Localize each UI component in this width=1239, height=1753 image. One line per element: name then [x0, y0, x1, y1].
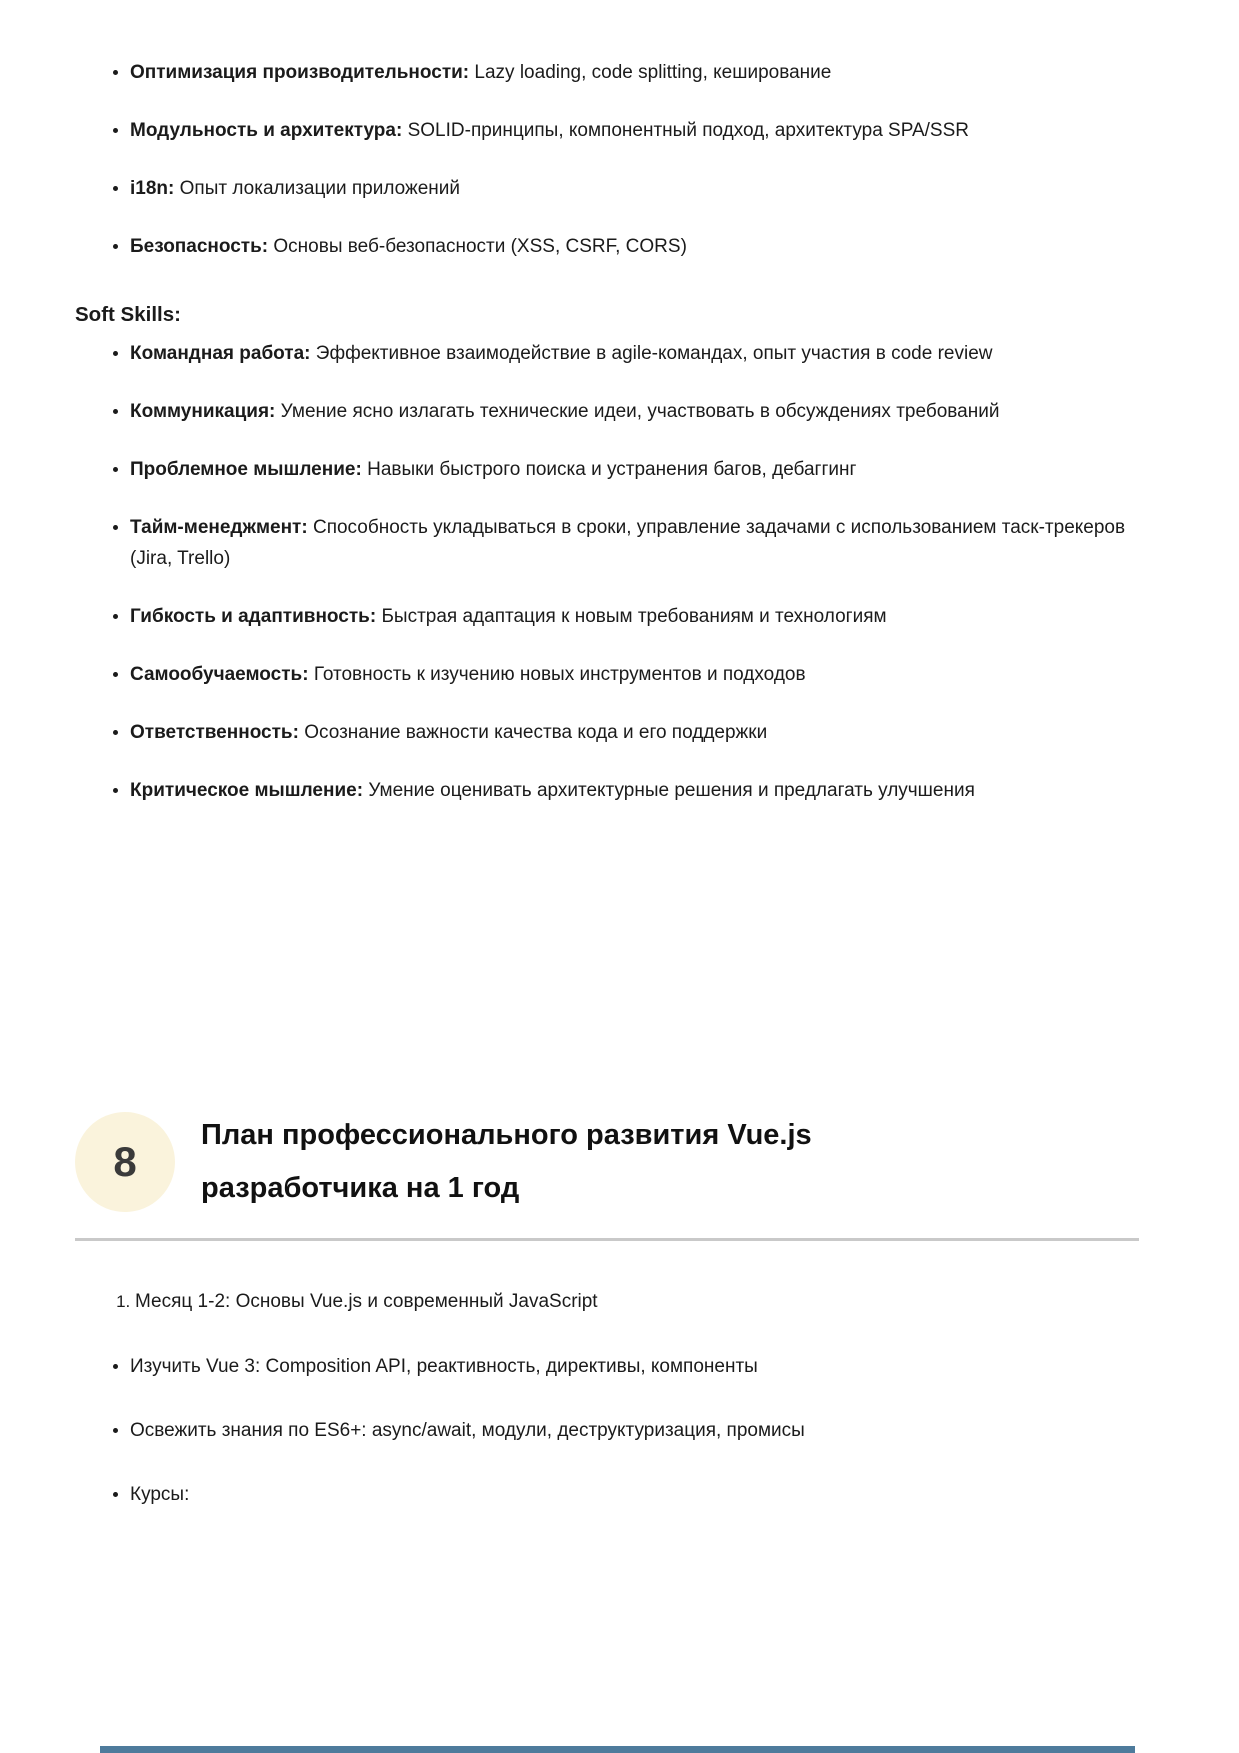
list-item — [130, 58, 1139, 89]
hard-skills-list — [75, 58, 1139, 263]
soft-skills-heading: Soft Skills: — [75, 302, 181, 326]
section-number-badge: 8 — [75, 1112, 175, 1212]
item-label: Командная работа: — [130, 342, 311, 364]
item-text: Навыки быстрого поиска и устранения багов, дебаггинг — [367, 458, 857, 480]
list-item — [130, 339, 1139, 370]
code-block-top-edge — [100, 1746, 1135, 1753]
item-label: Тайм-менеджмент: — [130, 516, 308, 538]
list-item: • Курсы: — [130, 1480, 1139, 1511]
item-text: Осознание важности качества кода и его поддержки — [304, 721, 768, 743]
item-text: Основы веб-безопасности (XSS, CSRF, CORS) — [273, 235, 687, 257]
item-text: Опыт локализации приложений — [179, 177, 460, 199]
list-item — [130, 718, 1139, 749]
item-text: Lazy loading, code splitting, кеширование — [474, 62, 832, 83]
plan-ordered-list — [75, 1287, 1139, 1318]
item-label: Гибкость и адаптивность: — [130, 605, 377, 627]
soft-skills-list — [75, 339, 1139, 807]
list-item — [130, 397, 1139, 428]
list-item — [130, 776, 1139, 807]
list-item — [130, 660, 1139, 691]
item-text: Быстрая адаптация к новым требованиям и технологиям — [381, 605, 887, 627]
list-item: • Изучить Vue 3: Composition API, реактивность, директивы, компоненты — [130, 1352, 1139, 1383]
item-text: Готовность к изучению новых инструментов и подходов — [313, 663, 806, 685]
list-item — [130, 455, 1139, 486]
list-item — [130, 174, 1139, 205]
section-divider — [75, 1238, 1139, 1241]
item-text: Эффективное взаимодействие в agile-командах, опыт участия в code review — [315, 342, 993, 364]
list-item — [130, 232, 1139, 263]
list-item: • Освежить знания по ES6+: async/await, модули, деструктуризация, промисы — [130, 1416, 1139, 1447]
plan-bullet-list — [75, 1352, 1139, 1511]
ordered-item: 1. Месяц 1-2: Основы Vue.js и современный JavaScript — [135, 1287, 1139, 1318]
item-label: i18n: — [130, 177, 175, 199]
item-label: Безопасность: — [130, 235, 269, 257]
item-text: SOLID-принципы, компонентный подход, архитектура SPA/SSR — [407, 119, 969, 141]
item-text: Умение ясно излагать технические идеи, участвовать в обсуждениях требований — [280, 400, 1000, 422]
item-label: Оптимизация производительности: — [130, 62, 470, 83]
item-text: Способность укладываться в сроки, управление задачами с использованием таск-трекеров (Jira, Trello) — [130, 516, 1126, 569]
list-item — [130, 513, 1139, 575]
list-item — [130, 602, 1139, 633]
item-label: Ответственность: — [130, 721, 299, 743]
list-item — [130, 116, 1139, 147]
item-label: Проблемное мышление: — [130, 458, 362, 480]
item-label: Коммуникация: — [130, 400, 276, 422]
section-title: План профессионального развития Vue.js разработчика на 1 год — [201, 1118, 812, 1205]
item-label: Самообучаемость: — [130, 663, 309, 685]
item-text: Умение оценивать архитектурные решения и предлагать улучшения — [368, 779, 975, 801]
section-header — [75, 1109, 1139, 1216]
item-label: Модульность и архитектура: — [130, 119, 403, 141]
item-label: Критическое мышление: — [130, 779, 364, 801]
